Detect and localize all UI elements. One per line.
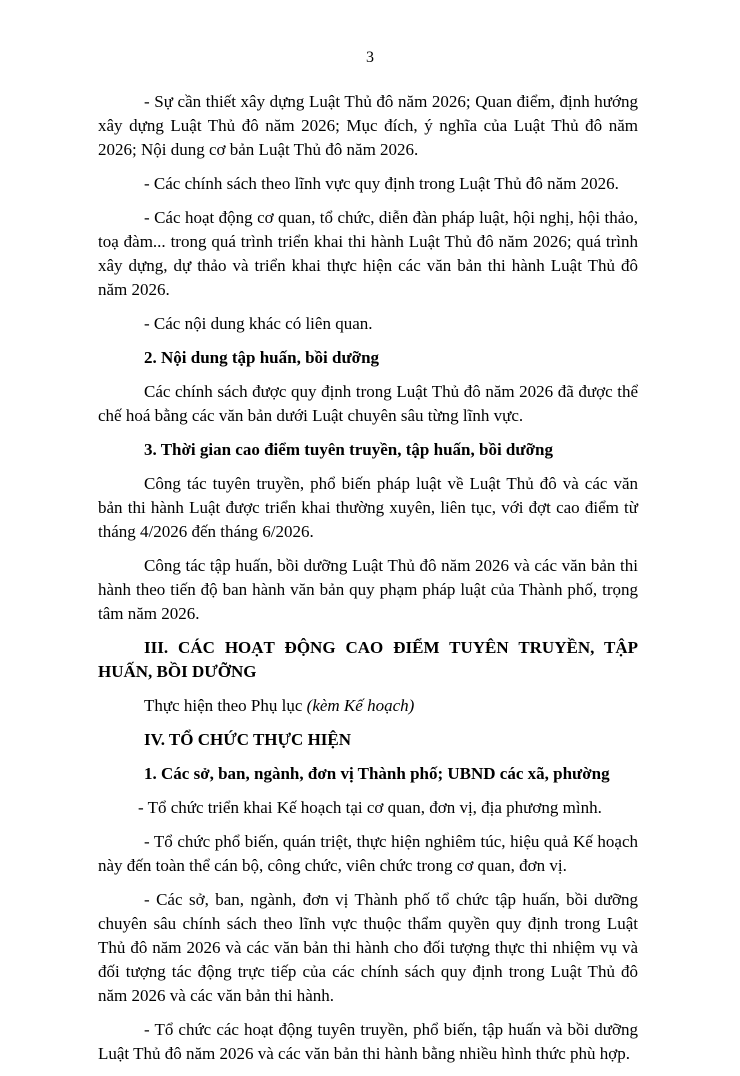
paragraph-11: - Tổ chức các hoạt động tuyên truyền, phổ biến, tập huấn và bồi dưỡng Luật Thủ đô năm 2026 và các văn bản thi hành bằng nhiều hình thức phù hợp.	[98, 1020, 638, 1063]
paragraph-10: - Các sở, ban, ngành, đơn vị Thành phố tổ chức tập huấn, bồi dưỡng chuyên sâu chính sách theo lĩnh vực thuộc thẩm quyền quy định trong Luật Thủ đô năm 2026 và các văn bản thi hành cho đối tượng thực thi nhiệm vụ và đối tượng tác động trực tiếp của các chính sách quy định trong Luật Thủ đô năm 2026 và các văn bản thi hành.	[98, 890, 638, 1005]
page-number: 3	[366, 49, 374, 66]
paragraph-5: Các chính sách được quy định trong Luật Thủ đô năm 2026 đã được thể chế hoá bằng các văn bản dưới Luật chuyên sâu từng lĩnh vực.	[98, 382, 638, 425]
paragraph-6: Công tác tuyên truyền, phổ biến pháp luật về Luật Thủ đô và các văn bản thi hành Luật được triển khai thường xuyên, liên tục, với đợt cao điểm từ tháng 4/2026 đến tháng 6/2026.	[98, 474, 638, 541]
paragraph-3: - Các hoạt động cơ quan, tổ chức, diễn đàn pháp luật, hội nghị, hội thảo, toạ đàm... trong quá trình triển khai thi hành Luật Thủ đô năm 2026; quá trình xây dựng, dự thảo và triển khai thực hiện các văn bản thi hành Luật Thủ đô năm 2026.	[98, 208, 638, 299]
paragraph-9: - Tổ chức phổ biến, quán triệt, thực hiện nghiêm túc, hiệu quả Kế hoạch này đến toàn thể cán bộ, công chức, viên chức trong cơ quan, đơn vị.	[98, 832, 638, 875]
heading-1-departments: 1. Các sở, ban, ngành, đơn vị Thành phố; UBND các xã, phường	[144, 764, 610, 783]
appendix-note: (kèm Kế hoạch)	[306, 696, 415, 715]
appendix-text: Thực hiện theo Phụ lục	[144, 696, 307, 715]
paragraph-8: - Tổ chức triển khai Kế hoạch tại cơ quan, đơn vị, địa phương mình.	[138, 798, 602, 817]
paragraph-4: - Các nội dung khác có liên quan.	[144, 314, 373, 333]
heading-3-peak-time: 3. Thời gian cao điểm tuyên truyền, tập huấn, bồi dưỡng	[144, 440, 553, 459]
paragraph-appendix	[98, 694, 638, 718]
heading-iv-implementation: IV. TỔ CHỨC THỰC HIỆN	[144, 730, 352, 749]
document-body	[98, 90, 638, 1076]
heading-2-training-content: 2. Nội dung tập huấn, bồi dưỡng	[144, 348, 380, 367]
paragraph-2: - Các chính sách theo lĩnh vực quy định trong Luật Thủ đô năm 2026.	[144, 174, 619, 193]
paragraph-1: - Sự cần thiết xây dựng Luật Thủ đô năm 2026; Quan điểm, định hướng xây dựng Luật Thủ đô năm 2026; Mục đích, ý nghĩa của Luật Thủ đô năm 2026; Nội dung cơ bản Luật Thủ đô năm 2026.	[98, 92, 638, 159]
heading-iii-activities: III. CÁC HOẠT ĐỘNG CAO ĐIỂM TUYÊN TRUYỀN, TẬP HUẤN, BỒI DƯỠNG	[98, 638, 638, 681]
paragraph-7: Công tác tập huấn, bồi dưỡng Luật Thủ đô năm 2026 và các văn bản thi hành theo tiến độ ban hành văn bản quy phạm pháp luật của Thành phố, trọng tâm năm 2026.	[98, 556, 638, 623]
